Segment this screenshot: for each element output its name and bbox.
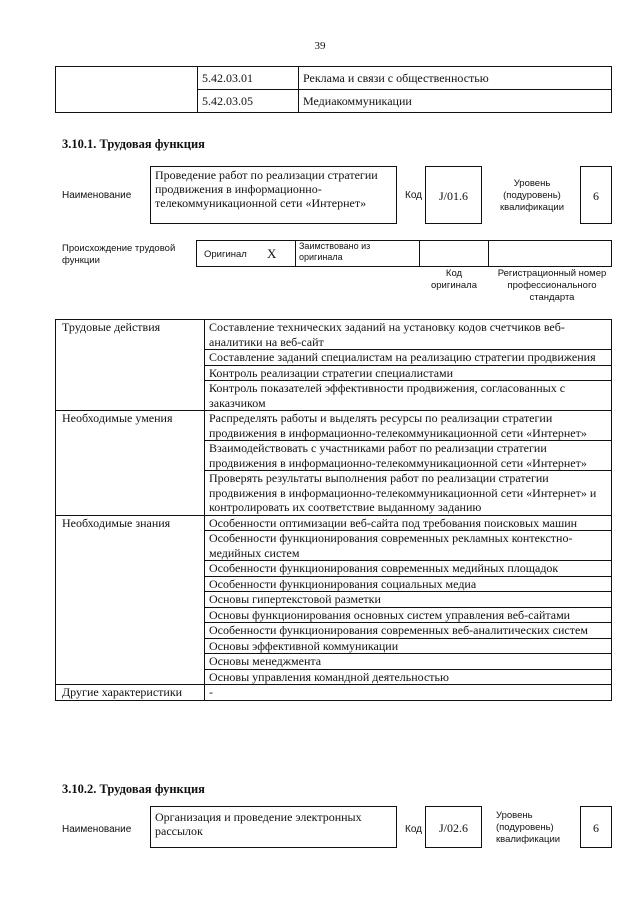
item-cell: Основы эффективной коммуникации <box>205 638 612 654</box>
code-original-box <box>419 240 489 267</box>
item-cell: Контроль реализации стратегии специалистами <box>205 365 612 381</box>
item-cell: Проверять результаты выполнения работ по реализации стратегии продвижения в информационно-телекоммуникационной сети «Интернет» и контролировать их соответствие выданному заданию <box>205 471 612 516</box>
reg-number-label: Регистрационный номер профессионального стандарта <box>497 268 607 303</box>
table-row <box>56 515 612 531</box>
item-cell: Контроль показателей эффективности продвижения, согласованных с заказчиком <box>205 381 612 411</box>
name-label: Наименование <box>62 824 132 835</box>
borrowed-label: Заимствовано из оригинала <box>299 241 371 262</box>
item-cell: Составление технических заданий на установку кодов счетчиков веб-аналитики на веб-сайт <box>205 320 612 350</box>
category-cell: Необходимые умения <box>56 411 205 516</box>
item-cell: Особенности функционирования современных рекламных контекстно-медийных систем <box>205 531 612 561</box>
code-label: Код <box>405 824 423 835</box>
item-cell: - <box>205 685 612 701</box>
category-cell: Трудовые действия <box>56 320 205 411</box>
item-cell: Основы функционирования основных систем управления веб-сайтами <box>205 607 612 623</box>
table-row <box>56 67 612 90</box>
function-1-level: 6 <box>580 166 612 224</box>
reg-number-box <box>488 240 612 267</box>
function-1-title: 3.10.1. Трудовая функция <box>62 137 205 151</box>
function-2-level: 6 <box>580 806 612 848</box>
item-cell: Распределять работы и выделять ресурсы по реализации стратегии продвижения в информационно-телекоммуникационной сети «Интернет» <box>205 411 612 441</box>
item-cell: Основы управления командной деятельностью <box>205 669 612 685</box>
level-label: Уровень (подуровень) квалификации <box>499 178 565 213</box>
item-cell: Основы менеджмента <box>205 654 612 670</box>
item-cell: Особенности оптимизации веб-сайта под требования поисковых машин <box>205 515 612 531</box>
table-row <box>56 685 612 701</box>
item-cell: Особенности функционирования современных веб-аналитических систем <box>205 623 612 639</box>
function-1-name: Проведение работ по реализации стратегии продвижения в информационно-телекоммуникационной сети «Интернет» <box>150 166 397 224</box>
item-cell: Основы гипертекстовой разметки <box>205 592 612 608</box>
original-label: Оригинал <box>204 249 247 260</box>
level-label: Уровень (подуровень) квалификации <box>496 810 561 845</box>
item-cell: Особенности функционирования современных медийных площадок <box>205 561 612 577</box>
category-cell: Другие характеристики <box>56 685 205 701</box>
code-cell: 5.42.03.01 <box>198 67 299 90</box>
table-row <box>56 411 612 441</box>
item-cell: Особенности функционирования социальных медиа <box>205 576 612 592</box>
function-2-title: 3.10.2. Трудовая функция <box>62 782 205 796</box>
origin-label: Происхождение трудовой функции <box>62 243 176 266</box>
function-2-name: Организация и проведение электронных рассылок <box>150 806 397 848</box>
table-row <box>56 320 612 350</box>
function-1-code: J/01.6 <box>425 166 482 224</box>
borrowed-box <box>295 240 420 267</box>
code-original-label: Код оригинала <box>430 268 477 291</box>
function-2-code: J/02.6 <box>425 806 482 848</box>
page-number: 39 <box>314 40 326 52</box>
codes-table <box>55 66 612 113</box>
function-details-table <box>55 319 612 701</box>
name-cell: Медиакоммуникации <box>299 90 612 113</box>
original-box <box>196 240 296 267</box>
original-mark: X <box>267 246 277 261</box>
code-label: Код <box>405 190 423 201</box>
code-cell: 5.42.03.05 <box>198 90 299 113</box>
empty-cell <box>56 67 198 113</box>
category-cell: Необходимые знания <box>56 515 205 685</box>
name-cell: Реклама и связи с общественностью <box>299 67 612 90</box>
name-label: Наименование <box>62 190 132 201</box>
item-cell: Составление заданий специалистам на реализацию стратегии продвижения <box>205 350 612 366</box>
item-cell: Взаимодействовать с участниками работ по реализации стратегии продвижения в информационно-телекоммуникационной сети «Интернет» <box>205 441 612 471</box>
